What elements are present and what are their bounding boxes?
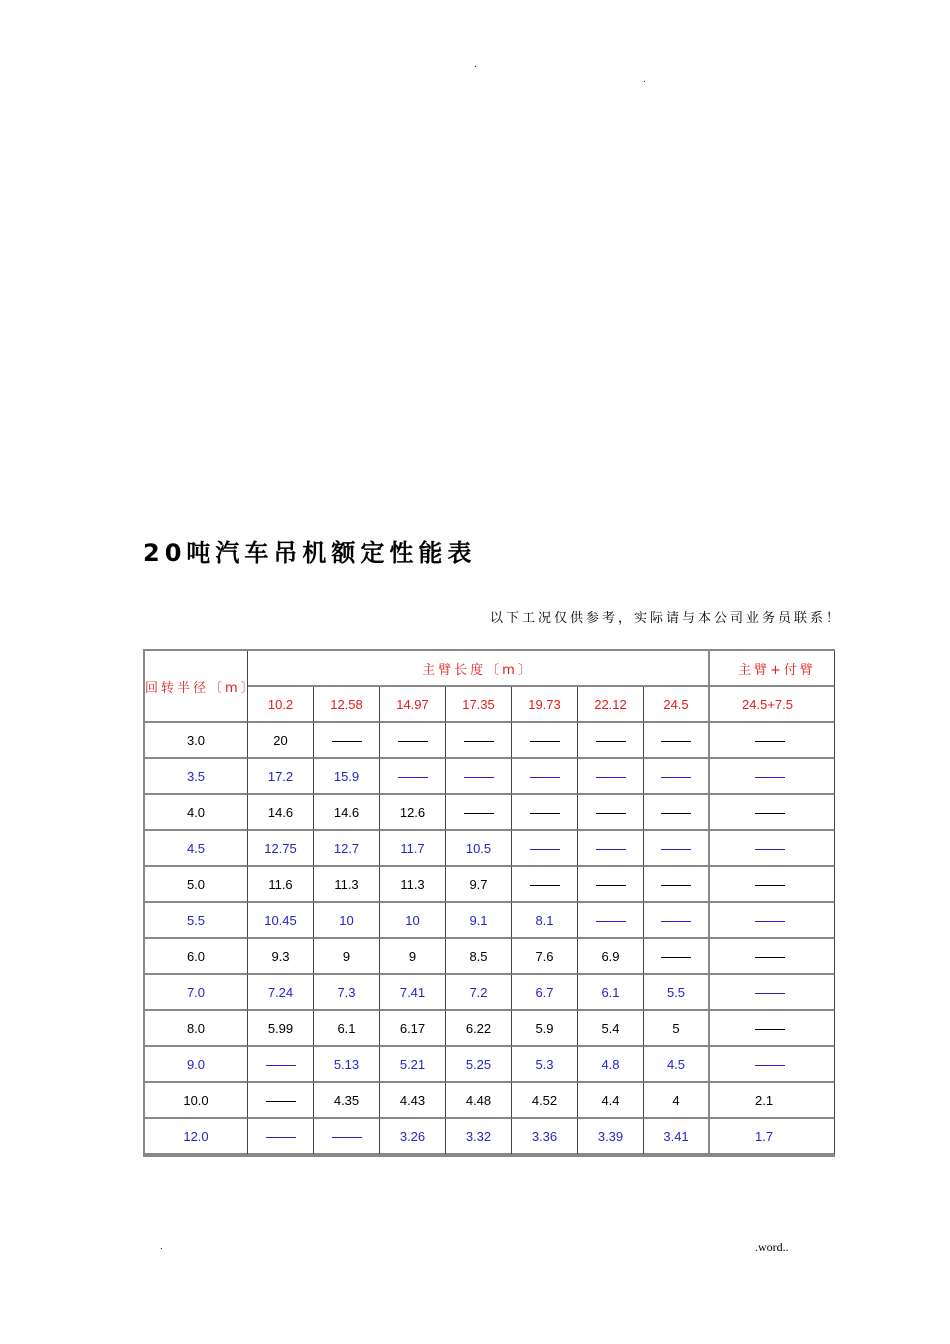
load-cell (314, 723, 380, 759)
dash-placeholder (332, 741, 362, 742)
load-cell: 6.22 (446, 1011, 512, 1047)
dash-placeholder (755, 849, 785, 850)
load-cell: 11.7 (380, 831, 446, 867)
load-cell (446, 759, 512, 795)
dash-placeholder (530, 813, 560, 814)
load-cell: 14.6 (248, 795, 314, 831)
table-row (145, 1011, 835, 1047)
radius-cell: 3.5 (145, 759, 248, 795)
radius-cell: 9.0 (145, 1047, 248, 1083)
load-cell: 6.7 (512, 975, 578, 1011)
table-row (145, 939, 835, 975)
load-cell (512, 723, 578, 759)
document-title: 20吨汽车吊机额定性能表 (143, 539, 477, 567)
jib-header: 主臂+付臂 (710, 651, 835, 687)
dash-placeholder (464, 777, 494, 778)
dash-placeholder (596, 921, 626, 922)
load-cell: 3.36 (512, 1119, 578, 1155)
dash-placeholder (661, 777, 691, 778)
dash-placeholder (464, 813, 494, 814)
load-cell: 9 (380, 939, 446, 975)
boom-length-cell: 14.97 (380, 687, 446, 723)
load-cell (578, 831, 644, 867)
load-cell (710, 975, 835, 1011)
load-cell (512, 795, 578, 831)
header-row-1 (145, 651, 835, 687)
radius-cell: 7.0 (145, 975, 248, 1011)
dash-placeholder (398, 777, 428, 778)
load-cell: 3.26 (380, 1119, 446, 1155)
load-cell: 5.4 (578, 1011, 644, 1047)
table-body (145, 651, 835, 1155)
dash-placeholder (266, 1101, 296, 1102)
radius-cell: 10.0 (145, 1083, 248, 1119)
load-cell: 8.5 (446, 939, 512, 975)
load-cell: 17.2 (248, 759, 314, 795)
load-cell: 5.3 (512, 1047, 578, 1083)
load-cell: 14.6 (314, 795, 380, 831)
load-cell: 5.9 (512, 1011, 578, 1047)
dash-placeholder (755, 921, 785, 922)
load-cell (644, 795, 710, 831)
table-row (145, 831, 835, 867)
dash-placeholder (464, 741, 494, 742)
crane-rating-table-container (143, 649, 816, 1189)
dash-placeholder (596, 741, 626, 742)
load-cell (710, 831, 835, 867)
load-cell: 7.24 (248, 975, 314, 1011)
load-cell: 7.6 (512, 939, 578, 975)
radius-cell: 4.5 (145, 831, 248, 867)
load-cell: 4.43 (380, 1083, 446, 1119)
crane-rating-table (143, 649, 835, 1157)
dash-placeholder (332, 1137, 362, 1138)
load-cell: 6.17 (380, 1011, 446, 1047)
radius-cell: 5.5 (145, 903, 248, 939)
table-row (145, 867, 835, 903)
dash-placeholder (661, 921, 691, 922)
load-cell: 3.32 (446, 1119, 512, 1155)
dash-placeholder (530, 741, 560, 742)
load-cell (578, 903, 644, 939)
footer-word-mark: .word.. (755, 1240, 789, 1254)
radius-cell: 12.0 (145, 1119, 248, 1155)
table-row (145, 1083, 835, 1119)
dash-placeholder (755, 993, 785, 994)
load-cell: 4.48 (446, 1083, 512, 1119)
load-cell (380, 723, 446, 759)
load-cell (710, 723, 835, 759)
load-cell: 5.13 (314, 1047, 380, 1083)
dash-placeholder (530, 885, 560, 886)
load-cell: 9.3 (248, 939, 314, 975)
load-cell: 5 (644, 1011, 710, 1047)
load-cell: 5.21 (380, 1047, 446, 1083)
load-cell (446, 795, 512, 831)
load-cell: 8.1 (512, 903, 578, 939)
load-cell: 6.1 (314, 1011, 380, 1047)
dash-placeholder (755, 1029, 785, 1030)
boom-length-cell: 19.73 (512, 687, 578, 723)
load-cell (248, 1083, 314, 1119)
load-cell: 7.3 (314, 975, 380, 1011)
load-cell: 4.52 (512, 1083, 578, 1119)
load-cell: 10 (380, 903, 446, 939)
load-cell (578, 795, 644, 831)
dash-placeholder (596, 813, 626, 814)
load-cell (710, 759, 835, 795)
dash-placeholder (661, 849, 691, 850)
load-cell: 3.41 (644, 1119, 710, 1155)
load-cell (314, 1119, 380, 1155)
load-cell: 5.25 (446, 1047, 512, 1083)
boom-length-cell: 12.58 (314, 687, 380, 723)
dash-placeholder (596, 885, 626, 886)
load-cell: 4.4 (578, 1083, 644, 1119)
dash-placeholder (755, 885, 785, 886)
radius-cell: 6.0 (145, 939, 248, 975)
boom-length-cell: 24.5 (644, 687, 710, 723)
radius-cell: 5.0 (145, 867, 248, 903)
dash-placeholder (661, 813, 691, 814)
boom-length-cell: 22.12 (578, 687, 644, 723)
load-cell (710, 795, 835, 831)
load-cell (644, 939, 710, 975)
dash-placeholder (755, 777, 785, 778)
header-dot-left: . (474, 59, 477, 70)
dash-placeholder (661, 741, 691, 742)
load-cell: 5.5 (644, 975, 710, 1011)
load-cell: 10.5 (446, 831, 512, 867)
dash-placeholder (266, 1065, 296, 1066)
load-cell: 20 (248, 723, 314, 759)
load-cell (578, 723, 644, 759)
load-cell: 4.5 (644, 1047, 710, 1083)
dash-placeholder (530, 849, 560, 850)
table-row (145, 1119, 835, 1155)
load-cell: 11.3 (380, 867, 446, 903)
boom-length-cell: 10.2 (248, 687, 314, 723)
load-cell (710, 867, 835, 903)
radius-cell: 8.0 (145, 1011, 248, 1047)
load-cell (710, 939, 835, 975)
boom-length-cell: 17.35 (446, 687, 512, 723)
load-cell: 2.1 (710, 1083, 835, 1119)
load-cell (512, 831, 578, 867)
dash-placeholder (755, 813, 785, 814)
load-cell (578, 759, 644, 795)
radius-header: 回转半径〔m〕 (145, 651, 248, 723)
load-cell (644, 723, 710, 759)
table-row (145, 975, 835, 1011)
dash-placeholder (596, 849, 626, 850)
dash-placeholder (661, 957, 691, 958)
load-cell (710, 1011, 835, 1047)
load-cell: 10 (314, 903, 380, 939)
load-cell: 12.75 (248, 831, 314, 867)
load-cell (512, 867, 578, 903)
load-cell: 12.6 (380, 795, 446, 831)
main-boom-header: 主臂长度〔m〕 (248, 651, 710, 687)
footer-dot: . (160, 1241, 163, 1252)
table-row (145, 759, 835, 795)
header-dot-right: . (643, 74, 646, 85)
load-cell: 4 (644, 1083, 710, 1119)
load-cell (380, 759, 446, 795)
disclaimer-note: 以下工况仅供参考，实际请与本公司业务员联系！ (490, 611, 843, 626)
load-cell: 11.3 (314, 867, 380, 903)
load-cell: 7.2 (446, 975, 512, 1011)
load-cell: 12.7 (314, 831, 380, 867)
table-row (145, 795, 835, 831)
load-cell: 9 (314, 939, 380, 975)
load-cell (446, 723, 512, 759)
load-cell (248, 1119, 314, 1155)
boom-length-cell: 24.5+7.5 (710, 687, 835, 723)
load-cell: 5.99 (248, 1011, 314, 1047)
dash-placeholder (530, 777, 560, 778)
load-cell: 6.9 (578, 939, 644, 975)
dash-placeholder (755, 741, 785, 742)
load-cell (644, 831, 710, 867)
load-cell: 3.39 (578, 1119, 644, 1155)
load-cell (248, 1047, 314, 1083)
load-cell (578, 867, 644, 903)
table-row (145, 903, 835, 939)
load-cell: 9.7 (446, 867, 512, 903)
load-cell (644, 759, 710, 795)
radius-cell: 3.0 (145, 723, 248, 759)
load-cell (644, 903, 710, 939)
load-cell: 6.1 (578, 975, 644, 1011)
load-cell: 15.9 (314, 759, 380, 795)
load-cell (710, 1047, 835, 1083)
dash-placeholder (755, 1065, 785, 1066)
dash-placeholder (596, 777, 626, 778)
load-cell (710, 903, 835, 939)
load-cell: 4.8 (578, 1047, 644, 1083)
dash-placeholder (755, 957, 785, 958)
load-cell: 4.35 (314, 1083, 380, 1119)
load-cell: 11.6 (248, 867, 314, 903)
table-row (145, 723, 835, 759)
dash-placeholder (398, 741, 428, 742)
load-cell (644, 867, 710, 903)
load-cell: 1.7 (710, 1119, 835, 1155)
load-cell: 9.1 (446, 903, 512, 939)
dash-placeholder (266, 1137, 296, 1138)
table-row (145, 1047, 835, 1083)
load-cell: 7.41 (380, 975, 446, 1011)
load-cell (512, 759, 578, 795)
dash-placeholder (661, 885, 691, 886)
load-cell: 10.45 (248, 903, 314, 939)
radius-cell: 4.0 (145, 795, 248, 831)
